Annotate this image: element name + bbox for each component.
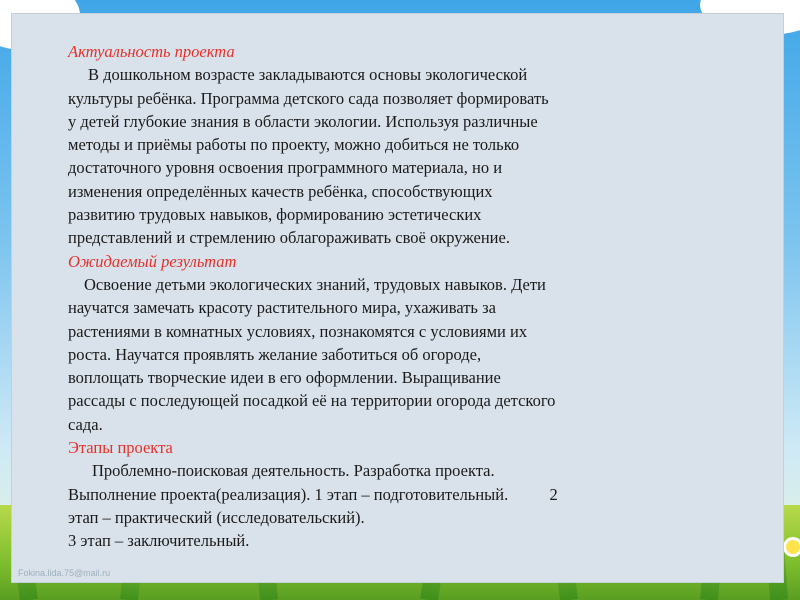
watermark-text: Fokina.lida.75@mail.ru bbox=[18, 568, 111, 578]
slide-panel bbox=[12, 14, 783, 582]
text-line: методы и приёмы работы по проекту, можно добиться не только bbox=[68, 135, 520, 155]
text-line: Проблемно-поисковая деятельность. Разработка проекта. bbox=[92, 461, 495, 481]
text-line: культуры ребёнка. Программа детского сада позволяет формировать bbox=[68, 88, 549, 108]
text-line: сада. bbox=[68, 414, 103, 434]
flower-icon bbox=[786, 540, 800, 554]
text-line: у детей глубокие знания в области экологии. Используя различные bbox=[68, 111, 538, 131]
text-line: В дошкольном возрасте закладываются основы экологической bbox=[88, 65, 528, 85]
text-line: представлений и стремлению облагораживать своё окружение. bbox=[68, 228, 510, 248]
text-line: Освоение детьми экологических знаний, трудовых навыков. Дети bbox=[84, 274, 546, 294]
text-line: Выполнение проекта(реализация). 1 этап – подготовительный. 2 bbox=[68, 484, 558, 504]
section-title-stages: Этапы проекта bbox=[68, 438, 173, 458]
section-title-expected-result: Ожидаемый результат bbox=[68, 251, 237, 271]
text-line: изменения определённых качеств ребёнка, способствующих bbox=[68, 181, 493, 201]
slide-text bbox=[68, 40, 668, 553]
text-line: воплощать творческие идеи в его оформлении. Выращивание bbox=[68, 368, 501, 388]
text-line: роста. Научатся проявлять желание заботиться об огороде, bbox=[68, 344, 482, 364]
section-body-expected-result bbox=[68, 273, 668, 436]
section-title-relevance: Актуальность проекта bbox=[68, 42, 235, 61]
text-line: 3 этап – заключительный. bbox=[68, 531, 250, 551]
section-body-relevance bbox=[68, 63, 668, 249]
text-line: научатся замечать красоту растительного мира, ухаживать за bbox=[68, 298, 496, 318]
text-line: развитию трудовых навыков, формированию эстетических bbox=[68, 205, 482, 225]
section-body-stages bbox=[68, 459, 668, 552]
text-line: рассады с последующей посадкой её на территории огорода детского bbox=[68, 391, 556, 411]
text-line: растениями в комнатных условиях, познакомятся с условиями их bbox=[68, 321, 528, 341]
text-line: достаточного уровня освоения программного материала, но и bbox=[68, 158, 503, 178]
text-line: этап – практический (исследовательский). bbox=[68, 507, 365, 527]
